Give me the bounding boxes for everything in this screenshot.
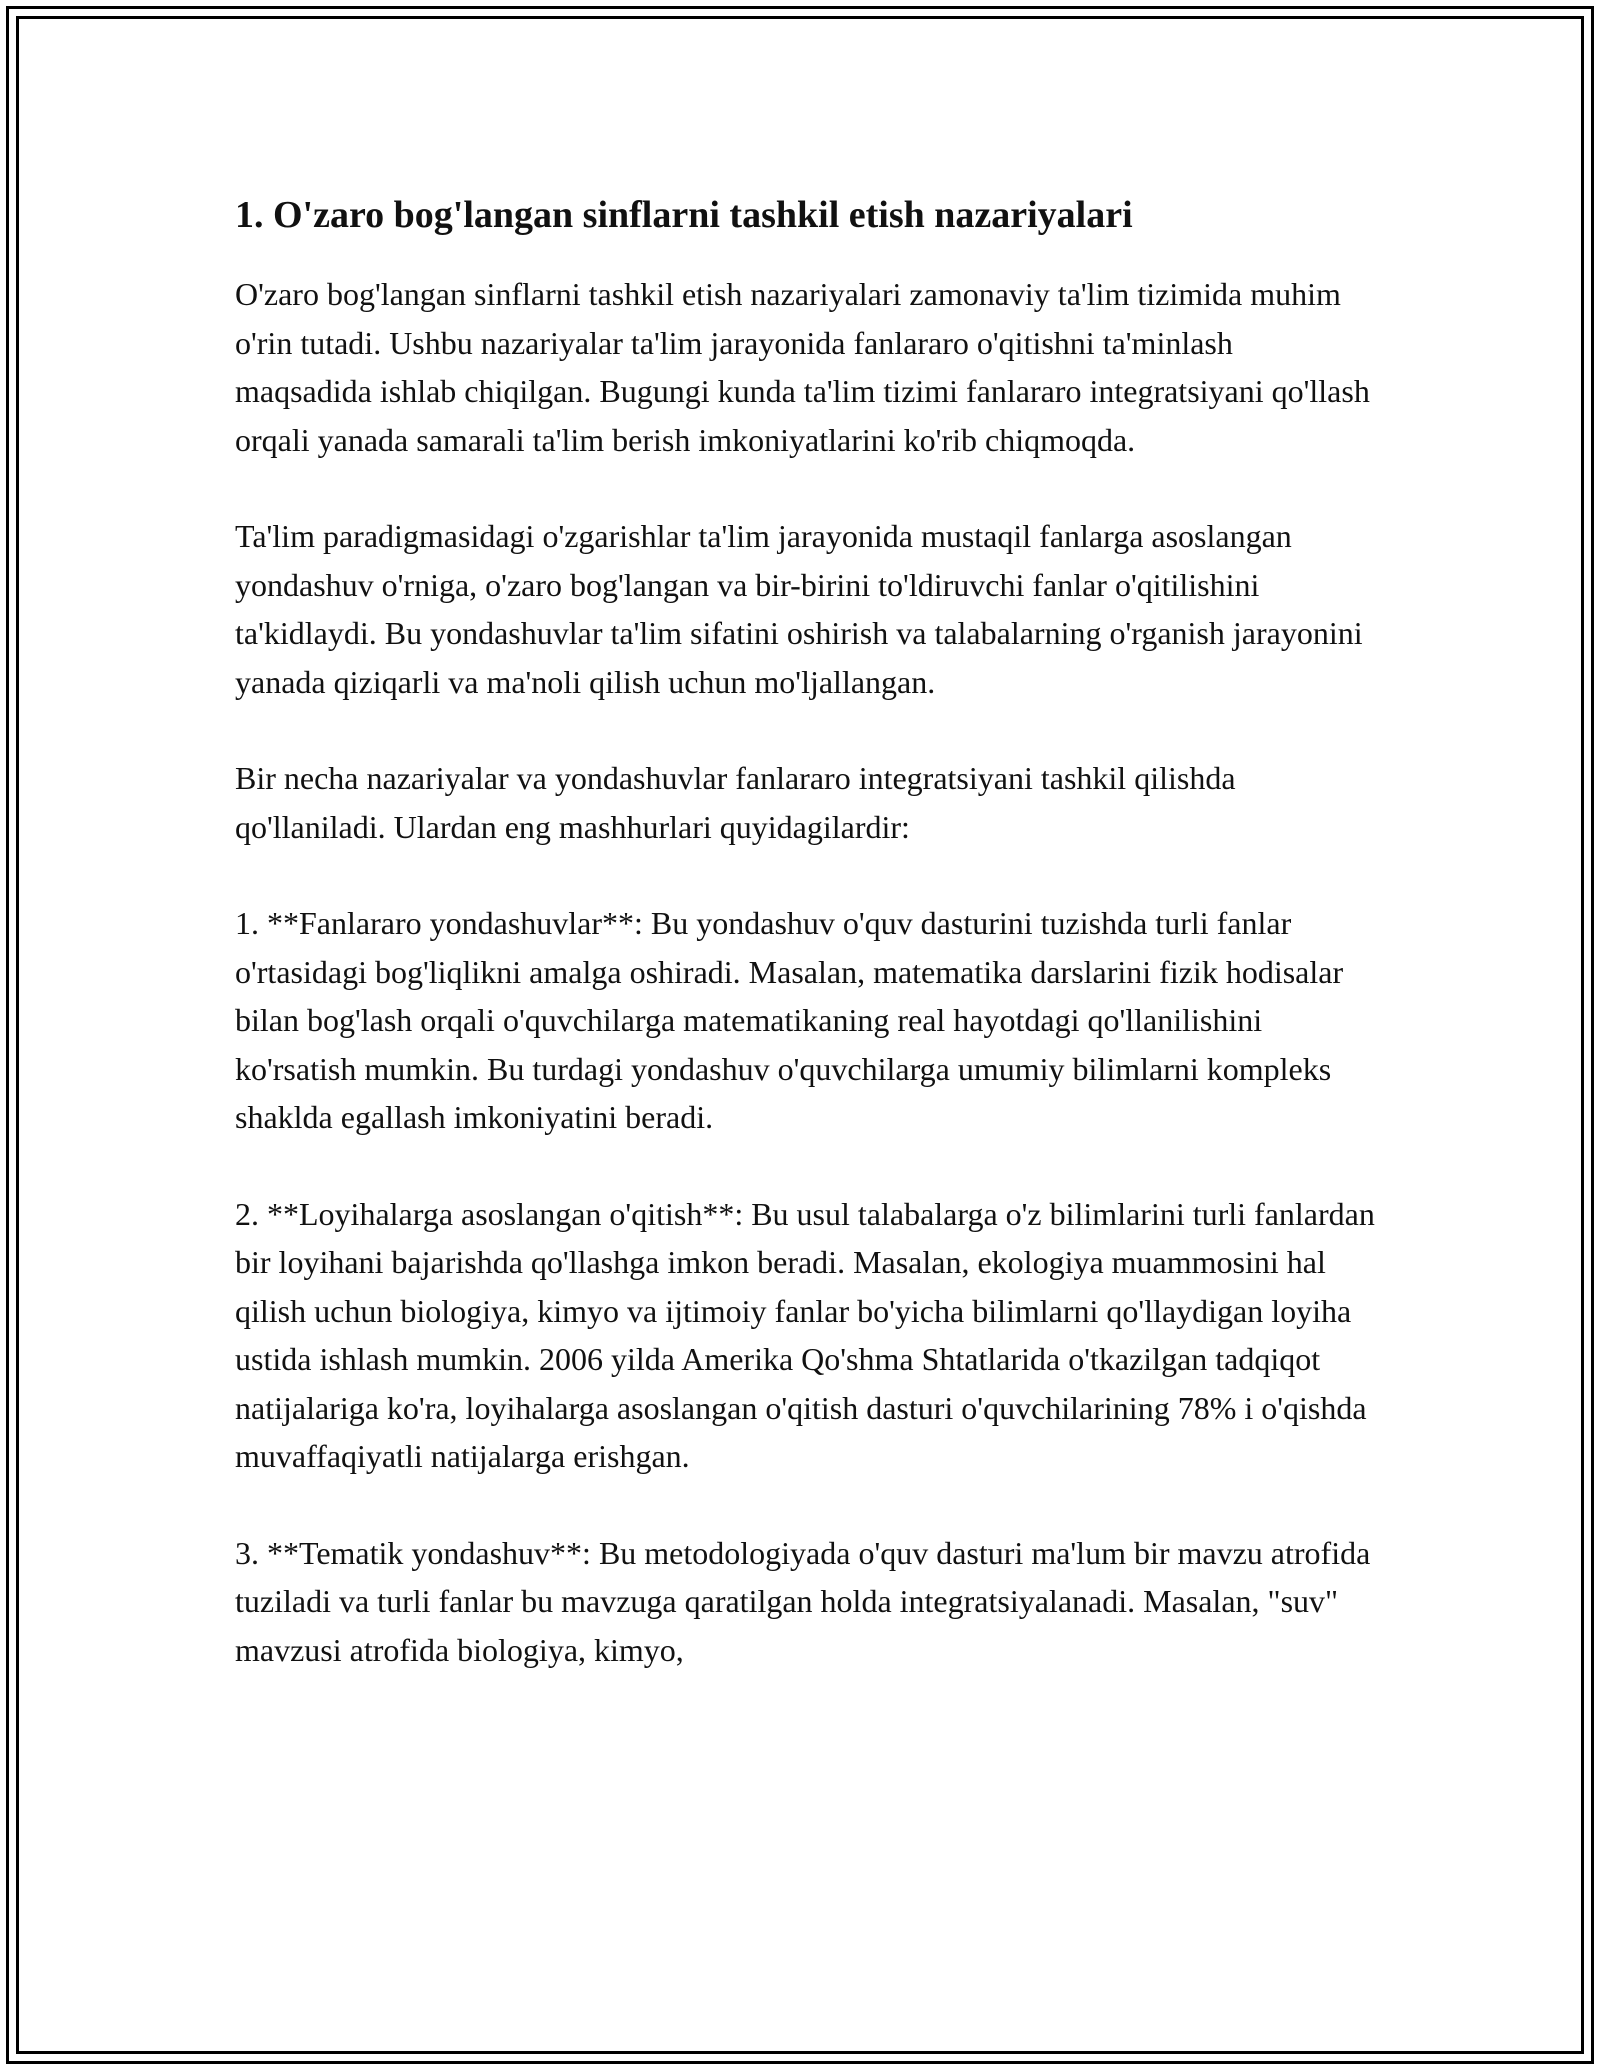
paragraph-intro: O'zaro bog'langan sinflarni tashkil etish nazariyalari zamonaviy ta'lim tizimida muhim o'rin tutadi. Ushbu nazariyalar ta'lim jarayonida fanlararo o'qitishni ta'minlash maqsadida ishlab chiqilgan. Bugungi kunda ta'lim tizimi fanlararo integratsiyani qo'llash orqali yanada samarali ta'lim berish imkoniyatlarini ko'rib chiqmoqda. xyxy=(235,276,1370,458)
section-heading: 1. O'zaro bog'langan sinflarni tashkil etish nazariyalari xyxy=(235,194,1133,236)
document-body xyxy=(235,190,1375,1722)
paragraph-theories: Bir necha nazariyalar va yondashuvlar fanlararo integratsiyani tashkil qilishda qo'llaniladi. Ulardan eng mashhurlari quyidagilardir: xyxy=(235,760,1236,845)
list-item-project-based: 2. **Loyihalarga asoslangan o'qitish**: Bu usul talabalarga o'z bilimlarini turli fanlardan bir loyihani bajarishda qo'llashga imkon beradi. Masalan, ekologiya muammosini hal qilish uchun biologiya, kimyo va ijtimoiy fanlar bo'yicha bilimlarni qo'llaydigan loyiha ustida ishlash mumkin. 2006 yilda Amerika Qo'shma Shtatlarida o'tkazilgan tadqiqot natijalariga ko'ra, loyihalarga asoslangan o'qitish dasturi o'quvchilarining 78% i o'qishda muvaffaqiyatli natijalarga erishgan. xyxy=(235,1195,1375,1474)
list-item-thematic: 3. **Tematik yondashuv**: Bu metodologiyada o'quv dasturi ma'lum bir mavzu atrofida tuziladi va turli fanlar bu mavzuga qaratilgan holda integratsiyalanadi. Masalan, "suv" mavzusi atrofida biologiya, kimyo, xyxy=(235,1534,1371,1668)
paragraph-paradigm: Ta'lim paradigmasidagi o'zgarishlar ta'lim jarayonida mustaqil fanlarga asoslangan yondashuv o'rniga, o'zaro bog'langan va bir-birini to'ldiruvchi fanlar o'qitilishini ta'kidlaydi. Bu yondashuvlar ta'lim sifatini oshirish va talabalarning o'rganish jarayonini yanada qiziqarli va ma'noli qilish uchun mo'ljallangan. xyxy=(235,518,1363,700)
list-item-interdisciplinary: 1. **Fanlararo yondashuvlar**: Bu yondashuv o'quv dasturini tuzishda turli fanlar o'rtasidagi bog'liqlikni amalga oshiradi. Masalan, matematika darslarini fizik hodisalar bilan bog'lash orqali o'quvchilarga matematikaning real hayotdagi qo'llanilishini ko'rsatish mumkin. Bu turdagi yondashuv o'quvchilarga umumiy bilimlarni kompleks shaklda egallash imkoniyatini beradi. xyxy=(235,905,1344,1135)
